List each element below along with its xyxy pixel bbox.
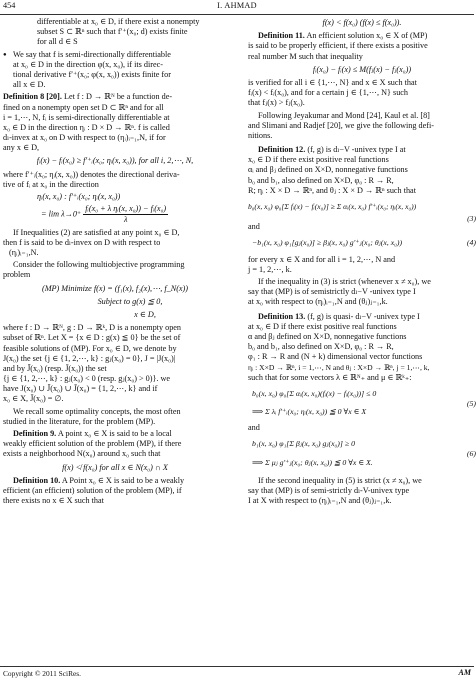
consider-line: problem — [3, 270, 31, 280]
definition-9-text: A point x₀ ∈ X is said to be a local — [57, 429, 172, 439]
definition-12-line: αᵢ and βⱼ defined on X×D, nonnegative functions — [248, 165, 408, 175]
equation-6-line1: b₁(x, x₀) φ₁[Σ βⱼ(x, x₀) gⱼ(x₀)] ≥ 0 — [252, 439, 355, 449]
if-line: If Inequalities (2) are satisfied at any point x₀ ∈ D, — [13, 227, 180, 237]
where-line: tive of fᵢ at x₀ in the direction — [3, 179, 99, 189]
definition-12-line1 — [248, 145, 476, 155]
running-author: I. AHMAD — [217, 1, 257, 10]
equation-6-number: (6) — [466, 449, 476, 459]
where-mp-line: x₀ ∈ X, J̄(x₀) = ∅. — [3, 394, 64, 404]
where-mp-line: J(x₀) the set {j ∈ {1, 2,⋯, k} : gⱼ(x₀) = 0}, J = |J(x₀)| — [3, 353, 176, 363]
recall-line: studied in the literature, for the problem (MP). — [3, 416, 156, 426]
definition-10-line: there exists no x ∈ X such that — [3, 496, 104, 506]
and-line: and — [248, 423, 260, 433]
definition-12-line: b₀ and b₁, also defined on X×D, φ₀ : R → R, — [248, 175, 394, 185]
directional-derivative-lhs: ηᵢ(x, x₀) : f′⁺ᵢ(x₀; ηᵢ(x, x₀)) — [37, 192, 121, 202]
equation-4 — [248, 238, 476, 248]
definition-10-equation: f(x) < f(x₀) (f(x) ≤ f(x₀)). — [322, 18, 402, 27]
second-inequality-line: say that (MP) is of semi-strictly dₗ-V-univex type — [248, 486, 410, 496]
left-column — [3, 17, 227, 506]
definition-10-line1 — [3, 476, 227, 486]
definition-9-title: Definition 9. — [13, 429, 57, 439]
definition-10-title: Definition 10. — [13, 475, 61, 485]
definition-8-line: fined on a nonempty open set D ⊂ ℝⁿ and for all — [3, 102, 164, 112]
where-line: where f′⁺ᵢ(x₀; ηᵢ(x, x₀)) denotes the directional deriva- — [3, 169, 180, 179]
fraction-denominator: λ — [123, 215, 128, 225]
definition-11-title: Definition 11. — [258, 31, 305, 41]
equation-5 — [248, 389, 476, 417]
definition-11-line: is said to be properly efficient, if there exists a positive — [248, 41, 428, 51]
definition-11-text: An efficient solution x₀ ∈ X of (MP) — [306, 31, 428, 41]
definition-8-line: any x ∈ D, — [3, 143, 40, 153]
definition-8-line: dₗ-invex at x₀ on D with respect to (ηᵢ)ᵢ₌₁,N, if for — [3, 133, 166, 143]
mp-domain: x ∈ D, — [134, 309, 156, 319]
mp-problem: (MP) Minimize f(x) = (f₁(x), f₂(x),⋯, f_N(x)) — [41, 283, 189, 293]
definition-11-line: real number M such that inequality — [248, 51, 363, 61]
page-footer — [0, 666, 474, 680]
directional-derivative-fraction — [83, 204, 168, 225]
definition-9-line: exists a neighborhood N(x₀) around x₀ such that — [3, 449, 161, 459]
definition-11-equation: fᵢ(x₀) − fᵢ(x) ≤ M(fⱼ(x) − fⱼ(x₀)) — [312, 64, 412, 74]
definition-13-text: (f, g) is quasi- dₗ−V -univex type I — [307, 311, 420, 321]
inequality-line: at x₀ with respect to (ηᵢ)ᵢ₌₁,N and (θⱼ)ⱼ₌₁,k. — [248, 297, 388, 307]
and-line: and — [248, 222, 260, 232]
inequality-line: If the inequality in (3) is strict (whenever x ≠ x₀), we — [258, 277, 431, 286]
definition-10-text: A Point x₀ ∈ X is said to be a weakly — [61, 475, 185, 485]
definition-12-line: x₀ ∈ D if there exist positive real functions — [248, 155, 389, 165]
definition-9-equation: f(x) ≮ f(x₀) for all x ∈ N(x₀) ∩ X — [62, 462, 168, 472]
definition-8-title: Definition 8 [20]. — [3, 92, 62, 102]
page-number: 454 — [3, 1, 16, 10]
equation-3-body: b₀(x, x₀) φ₀[Σ fᵢ(x) − fᵢ(x₀)] ≥ Σ αᵢ(x, x₀) f′⁺ᵢ(x₀; ηᵢ(x, x₀)) — [248, 202, 417, 212]
definition-13-line: b₀ and b₁, also defined on X×D, φ₀ : R → R, — [248, 342, 394, 352]
following-line: Following Jeyakumar and Mond [24], Kaul et al. [8] — [258, 110, 430, 120]
copyright-notice: Copyright © 2011 SciRes. — [3, 669, 82, 678]
if-line: then f is said to be dₗ-invex on D with respect to — [3, 237, 161, 247]
definition-13-line: ηᵢ : X×D → ℝⁿ, i = 1,⋯, N and θⱼ : X×D → ℝⁿ, j = 1,⋯, k, — [248, 362, 430, 372]
verified-line: is verified for all i ∈ {1,⋯, N} and x ∈ X such that — [248, 77, 417, 87]
second-inequality-line: If the second inequality in (5) is strict (x ≠ x₀), we — [258, 475, 422, 485]
equation-6 — [248, 439, 476, 467]
definition-13-line: φ₁ : R → R and (N + k) dimensional vector functions — [248, 352, 423, 362]
inequality-line: say that (MP) is of semistrictly dₗ−V -univex type I — [248, 287, 416, 297]
bullet-line: at x₀ ∈ D in the direction φ(x, x₀), if its direc- — [13, 59, 163, 69]
bullet-line: tional derivative f′⁺(x₀; φ(x, x₀)) exists finite for — [13, 69, 171, 79]
running-header — [0, 0, 474, 15]
definition-9-line1 — [3, 429, 227, 439]
directional-derivative-limit — [3, 204, 227, 225]
bullet-line: ● We say that f is semi-directionally differentiable — [3, 50, 227, 60]
if-line: (ηᵢ)ᵢ₌₁,N. — [9, 248, 39, 257]
definition-13-title: Definition 13. — [258, 311, 306, 321]
definition-8-line: i = 1,⋯, N, fᵢ is semi-directionally differentiable at — [3, 112, 170, 122]
intro-line: differentiable at x₀ ∈ D, if there exist a nonempty — [37, 17, 200, 26]
definition-10-line: efficient (an efficient) solution of the problem (MP), if — [3, 486, 182, 495]
definition-12-line: R; ηᵢ : X × D → ℝⁿ, and θⱼ : X × D → ℝⁿ such that — [248, 185, 416, 195]
fraction-numerator: fᵢ(x₀ + λ ηᵢ(x, x₀)) − fᵢ(x₀) — [83, 204, 168, 215]
every-line: j = 1, 2,⋯, k. — [248, 264, 292, 274]
second-inequality-line: I at X with respect to (ηᵢ)ᵢ₌₁,N and (θⱼ)ⱼ₌₁,k. — [248, 496, 392, 506]
equation-3 — [248, 202, 476, 224]
definition-11-line1 — [248, 31, 476, 41]
definition-13-line: such that for some vectors λ ∈ ℝᴺ₊ and μ ∈ ℝᵏ₊: — [248, 372, 412, 382]
right-column — [248, 17, 476, 506]
definition-9-line: weakly efficient solution of the problem (MP), if there — [3, 439, 182, 449]
definition-8-line: x₀ ∈ D in the direction ηᵢ : D × D → ℝⁿ. f is called — [3, 122, 170, 132]
definition-13-line: at x₀ ∈ D if there exist positive real functions — [248, 321, 397, 331]
equation-2: fᵢ(x) − fᵢ(x₀) ≥ f′⁺ᵢ(x₀; ηᵢ(x, x₀)), for all i, 2,⋯, N, — [36, 156, 194, 166]
equation-4-body: −b₁(x, x₀) φ₁[gⱼ(x₀)] ≥ βⱼ(x, x₀) g′⁺ⱼ(x₀; θⱼ(x, x₀)) — [252, 238, 403, 248]
following-line: and Slimani and Radjef [20], we give the following defi- — [248, 120, 434, 130]
definition-12-title: Definition 12. — [258, 145, 306, 155]
definition-13-line1 — [248, 312, 476, 322]
intro-line: subset S ⊂ ℝⁿ such that f′⁺(x₀; d) exists finite — [37, 27, 188, 37]
equation-5-line1: b₀(x, x₀) φ₀[Σ αᵢ(x, x₀)(fᵢ(x) − fᵢ(x₀))] ≤ 0 — [252, 388, 377, 398]
consider-line: Consider the following multiobjective programming — [13, 260, 185, 270]
equation-4-number: (4) — [466, 238, 476, 248]
mp-constraint: Subject to g(x) ≦ 0, — [97, 296, 163, 306]
where-mp-line: and by J̃(x₀) (resp. J̄(x₀)) the set — [3, 363, 107, 373]
limit-operator: = lim λ→0⁺ — [41, 209, 82, 219]
definition-12-text: (f, g) is dₗ−V -univex type I at — [307, 145, 406, 155]
definition-8-line1 — [3, 92, 227, 102]
where-mp-line: {j ∈ {1, 2,⋯, k} : gⱼ(x₀) < 0 (resp. gⱼ(x₀) > 0)}. we — [3, 374, 171, 384]
intro-line: for all d ∈ S — [37, 37, 78, 47]
every-line: for every x ∈ X and for all i = 1, 2,⋯, N and — [248, 254, 396, 264]
bullet-line: all x ∈ D. — [13, 80, 46, 90]
where-mp-line: have J(x₀) ∪ J̃(x₀) ∪ J̄(x₀) = {1, 2,⋯, k} and if — [3, 384, 158, 394]
equation-5-line2: ⟹ Σ λᵢ f′⁺ᵢ(x₀; ηᵢ(x, x₀)) ≦ 0 ∀x ∈ X — [252, 407, 367, 417]
definition-8-text: Let f : D → ℝᴺ be a function de- — [63, 92, 173, 102]
where-mp-line: where f : D → ℝᴺ, g : D → ℝᵏ, D is a nonempty open — [3, 323, 182, 333]
recall-line: We recall some optimality concepts, the most often — [13, 406, 181, 416]
verified-line: that fⱼ(x) > fⱼ(x₀). — [248, 98, 305, 108]
equation-3-number: (3) — [467, 214, 476, 224]
equation-5-number: (5) — [466, 398, 476, 408]
where-mp-line: feasible solutions of (MP). For x₀ ∈ D, we denote by — [3, 343, 177, 353]
definition-13-line: α and βⱼ defined on X×D, nonnegative functions — [248, 331, 407, 341]
journal-abbreviation: AM — [458, 668, 471, 677]
verified-line: fᵢ(x) < fᵢ(x₀), and for a certain j ∈ {1,⋯, N} such — [248, 88, 409, 98]
equation-6-line2: ⟹ Σ μⱼ g′⁺ⱼ(x₀; θⱼ(x, x₀)) ≦ 0 ∀x ∈ X. — [252, 457, 373, 467]
where-mp-line: subset of ℝⁿ. Let X = {x ∈ D : g(x) ≦ 0} be the set of — [3, 333, 181, 343]
following-line: nitions. — [248, 130, 273, 140]
